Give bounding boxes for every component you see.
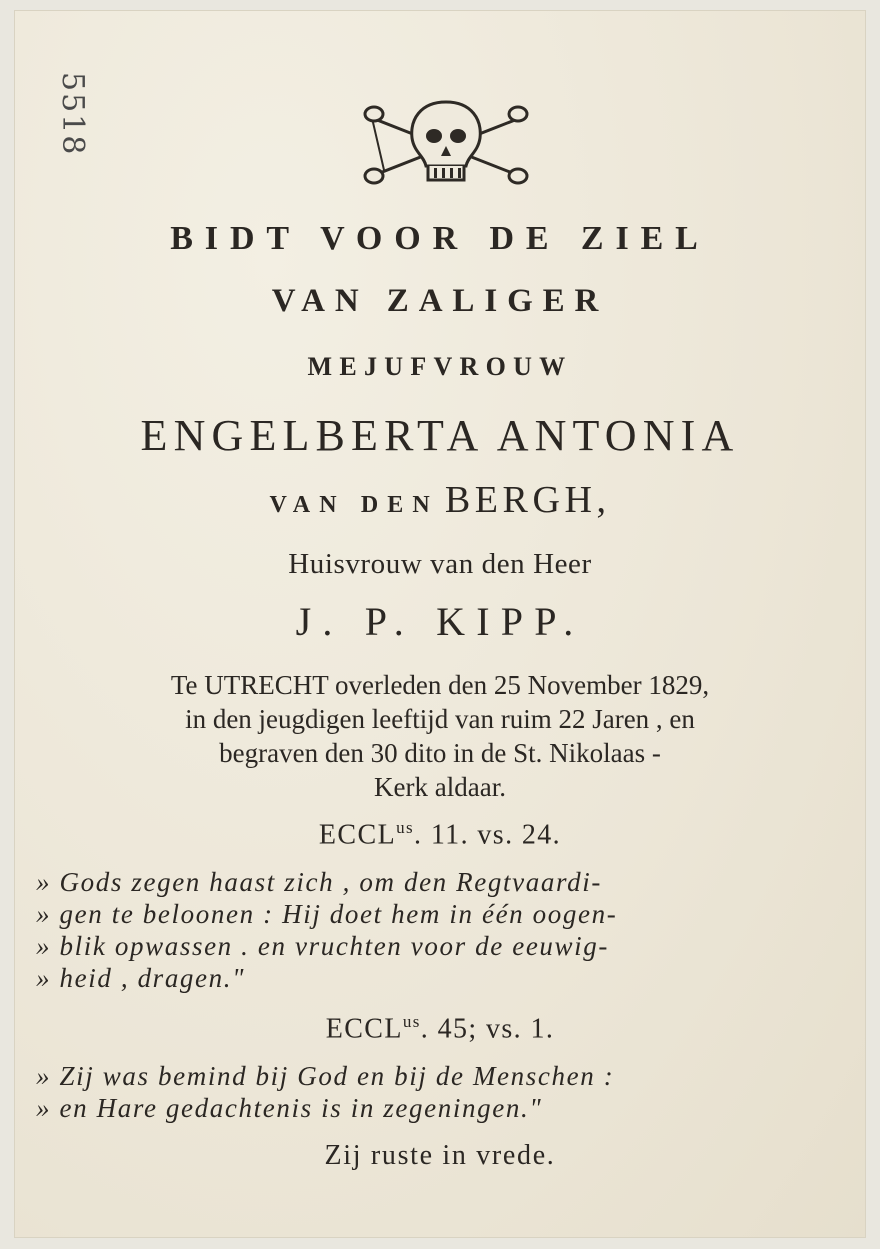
- verse-2-line: » en Hare gedachtenis is in zegeningen.": [36, 1093, 543, 1123]
- deceased-surname-line: [0, 478, 880, 522]
- husband-name: J. P. KIPP.: [295, 599, 585, 644]
- verse-2-reference: [0, 1012, 880, 1045]
- verse-1-line: » heid , dragen.": [36, 963, 246, 993]
- verse-1-quote: [36, 866, 846, 994]
- death-notice-line: Te UTRECHT overleden den 25 November 1829,: [170, 670, 710, 700]
- surname: BERGH,: [444, 479, 611, 521]
- heading-line-1: BIDT VOOR DE ZIEL: [170, 220, 710, 257]
- relation-line: Huisvrouw van den Heer: [288, 548, 592, 580]
- verse-1-book: ECCL: [318, 819, 397, 851]
- deceased-name: ENGELBERTA ANTONIA: [140, 411, 740, 460]
- verse-1-line: » Gods zegen haast zich , om den Regtvaardi-: [36, 867, 602, 897]
- verse-2-line: » Zij was bemind bij God en bij de Menschen :: [36, 1061, 615, 1091]
- death-notice-line: in den jeugdigen leeftijd van ruim 22 Jaren , en: [185, 704, 695, 734]
- death-notice-line: Kerk aldaar.: [374, 772, 506, 802]
- heading-line-2: VAN ZALIGER: [271, 283, 609, 319]
- verse-2-quote: [36, 1060, 846, 1124]
- heading-line-3: MEJUFVROUW: [307, 352, 573, 381]
- death-notice: [30, 668, 850, 804]
- verse-2-sup: us: [402, 1012, 421, 1031]
- verse-2-ref: . 45; vs. 1.: [420, 1013, 555, 1045]
- verse-1-line: » blik opwassen . en vruchten voor de eeuwig-: [36, 931, 610, 961]
- surname-prefix: VAN DEN: [269, 492, 439, 518]
- skull-and-crossbones-icon: [362, 96, 530, 190]
- inventory-number: 5518: [55, 72, 90, 157]
- closing-line: Zij ruste in vrede.: [324, 1140, 556, 1171]
- verse-2-book: ECCL: [325, 1013, 403, 1045]
- verse-1-ref: . 11. vs. 24.: [414, 819, 562, 851]
- verse-1-reference: [0, 818, 880, 851]
- death-notice-line: begraven den 30 dito in de St. Nikolaas -: [219, 738, 661, 768]
- verse-1-line: » gen te beloonen : Hij doet hem in één oogen-: [36, 899, 618, 929]
- verse-1-sup: us: [396, 818, 415, 837]
